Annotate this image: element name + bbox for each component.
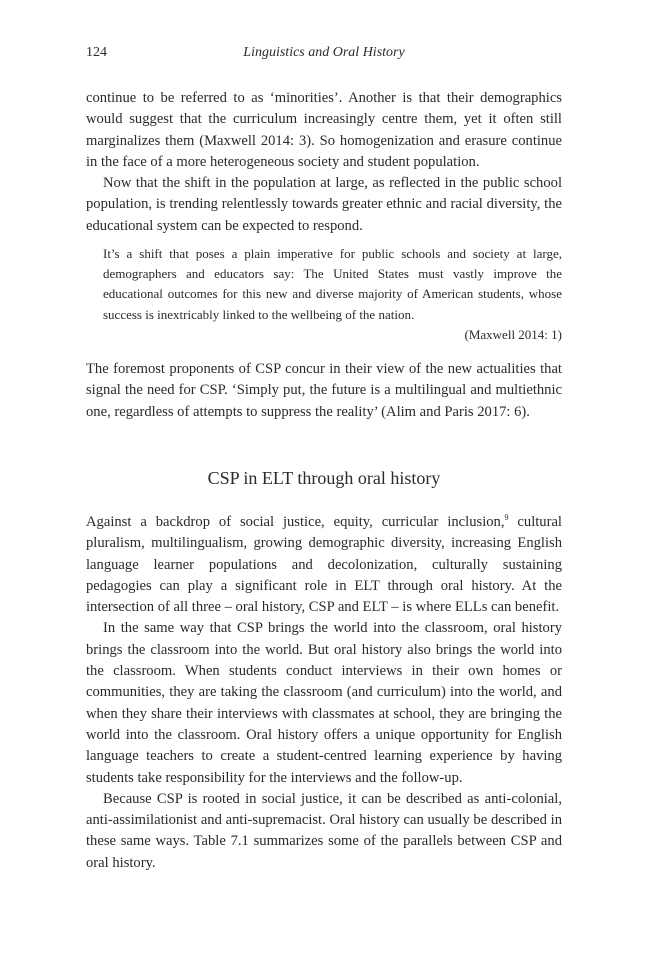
running-title: Linguistics and Oral History bbox=[243, 45, 405, 60]
block-quote bbox=[103, 244, 562, 345]
body-text bbox=[86, 88, 562, 874]
paragraph-same-way: In the same way that CSP brings the world into the classroom, oral history brings the classroom into the world. But oral history also brings the world into the classroom. When students conduct interviews in their own homes or communities, they are taking the classroom (and curriculum) into the world, and when they share their interviews with classmates at school, they are bringing the world into the classroom. Oral history offers a unique opportunity for English language teachers to create a student-centred learning experience by having students take responsibility for the interviews and the follow-up. bbox=[86, 620, 562, 786]
paragraph-backdrop-text-rest: cultural pluralism, multilingualism, growing demographic diversity, increasing English language learner populations and decolonization, culturally sustaining pedagogies can play a significant role in ELT through oral history. At the intersection of all three – oral history, CSP and ELT – is where ELLs can benefit. bbox=[86, 513, 562, 616]
paragraph-proponents: The foremost proponents of CSP concur in their view of the new actualities that signal the need for CSP. ‘Simply put, the future is a multilingual and multiethnic one, regardless of attempts to suppress the reality’ (Alim and Paris 2017: 6). bbox=[86, 361, 562, 420]
paragraph-because: Because CSP is rooted in social justice, it can be described as anti-colonial, anti-assimilationist and anti-supremacist. Oral history can usually be described in these same ways. Table 7.1 summarizes some of the parallels between CSP and oral history. bbox=[86, 790, 562, 871]
section-heading: CSP in ELT through oral history bbox=[207, 467, 441, 488]
page-number: 124 bbox=[86, 45, 107, 60]
block-quote-citation: (Maxwell 2014: 1) bbox=[464, 326, 562, 342]
footnote-marker[interactable]: 9 bbox=[504, 512, 509, 522]
paragraph-shift: Now that the shift in the population at large, as reflected in the public school population, is trending relentlessly towards greater ethnic and racial diversity, the educational system can be expected to respond. bbox=[86, 175, 562, 234]
running-head bbox=[86, 45, 562, 65]
paragraph-backdrop-text: Against a backdrop of social justice, equity, curricular inclusion, bbox=[86, 513, 505, 530]
paragraph-continuation: continue to be referred to as ‘minorities’. Another is that their demographics would suggest that the curriculum increasingly centre them, yet it often still marginalizes them (Maxwell 2014: 3). So homogenization and erasure continue in the face of a more heterogeneous society and student population. bbox=[86, 90, 562, 170]
paragraph-backdrop bbox=[86, 512, 562, 618]
block-quote-text: It’s a shift that poses a plain imperative for public schools and society at large, demographers and educators say: The United States must vastly improve the educational outcomes for this new and diverse majority of American students, whose success is inextricably linked to the wellbeing of the nation. bbox=[103, 246, 562, 322]
